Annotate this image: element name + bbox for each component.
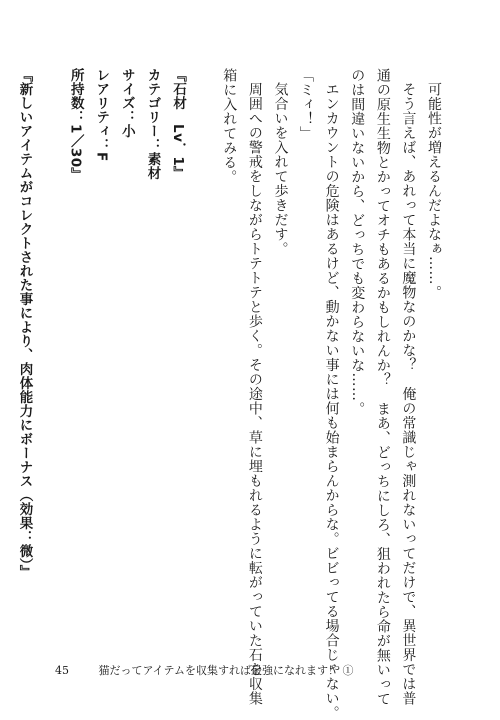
dialogue-line: 「ミィ！」 bbox=[298, 68, 315, 141]
item-info-line: レアリティ：F bbox=[93, 68, 110, 162]
item-info-line: 所持数：1／30』 bbox=[67, 68, 84, 182]
narrative-line: 通の原生生物とかってオチもあるかもしれんか？ まあ、どっちにしろ、狙われたら命が無いって bbox=[374, 68, 391, 706]
narrative-line: 周囲への警戒をしながらトテトテと歩く。その途中、草に埋もれるように転がっていた石を収集 bbox=[246, 82, 263, 706]
narrative-line: そう言えば、あれって本当に魔物なのかな？ 俺の常識じゃ測れないってだけで、異世界では普 bbox=[400, 82, 417, 706]
narrative-line: 可能性が増えるんだよなぁ……。 bbox=[426, 82, 442, 300]
item-info-line: サイズ：小 bbox=[118, 68, 135, 138]
item-info-line: カテゴリー：素材 bbox=[144, 68, 161, 180]
paragraph-gap bbox=[37, 68, 63, 628]
narrative-line: のは間違いないから、どっちでも変わらないな……。 bbox=[349, 68, 366, 416]
system-announcement: 『新しいアイテムがコレクトされた事により、肉体能力にボーナス（効果：微）』 bbox=[16, 68, 33, 580]
narrative-line: エンカウントの危険はあるけど、動かない事には何も始まらんからな。ビビってる場合じゃない。 bbox=[323, 82, 340, 720]
paragraph-gap bbox=[190, 68, 216, 628]
page-footer bbox=[55, 662, 455, 678]
item-info-line: 『石材 Lv．1』 bbox=[170, 68, 187, 181]
running-title: 猫だってアイテムを収集すれば最強になれます！ ① bbox=[98, 664, 354, 677]
page-number: 45 bbox=[55, 664, 69, 677]
narrative-line: 気合いを入れて歩きだす。 bbox=[272, 82, 289, 256]
narrative-line: 箱に入れてみる。 bbox=[221, 68, 238, 184]
